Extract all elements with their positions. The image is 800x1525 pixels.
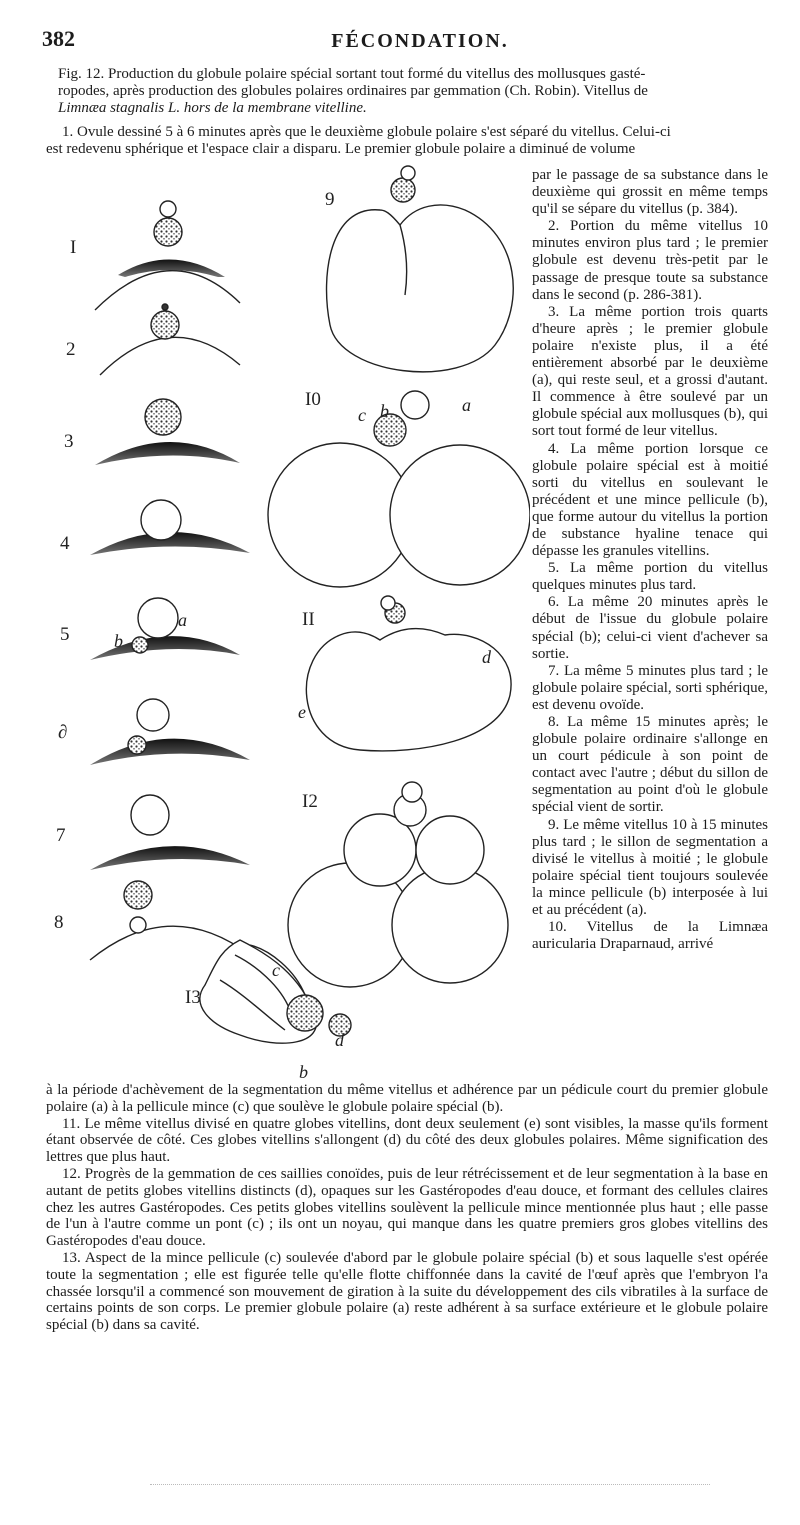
panel-label-13: I3	[185, 987, 201, 1008]
letter-b: b	[299, 1062, 308, 1082]
panel-label-1: I	[70, 237, 77, 258]
right-paragraph: 8. La même 15 minutes après; le globule polaire ordinaire s'allonge en un court pédicule à son point de contact avec l'autre ; début du sillon de segmentation au point d'où le globule spécial vient de sortir.	[532, 714, 768, 816]
panel-8-globule	[124, 881, 152, 909]
bottom-text	[46, 1082, 768, 1334]
page-number: 382	[42, 26, 75, 51]
right-paragraph: 7. La même 5 minutes plus tard ; le globule polaire spécial, sorti sphérique, est devenu ovoïde.	[532, 662, 768, 713]
panel-10-globe-right	[390, 445, 530, 585]
letter-c: c	[272, 960, 280, 980]
panel-label-8: 8	[54, 912, 64, 933]
right-paragraph: 5. La même portion du vitellus quelques minutes plus tard.	[532, 560, 768, 594]
panel-label-9: 9	[325, 189, 335, 210]
letter-d: d	[335, 1030, 344, 1050]
panel-label-7: 7	[56, 825, 66, 846]
figure-caption	[58, 66, 768, 117]
letter-d: d	[482, 647, 491, 667]
letter-a: a	[462, 395, 471, 415]
figure-illustration	[40, 165, 530, 1085]
running-title: FÉCONDATION.	[331, 30, 509, 52]
right-paragraph: par le passage de sa substance dans le deuxième qui grossit en même temps qu'il se sépare du vitellus (p. 384).	[532, 167, 768, 218]
panel-label-10: I0	[305, 389, 321, 410]
panel-label-6: ∂	[58, 722, 68, 743]
bottom-paragraph: 12. Progrès de la gemmation de ces saillies conoïdes, puis de leur rétrécissement et de leur segmentation à la base en autant de petits globes vitellins distincts (d), opaques sur les Gastéropodes d'eau douce, et formant des cellules claires chez les autres Gastéropodes. Ces petits globes vitellins soulèvent la pellicule mince mentionnée plus haut ; elle passe de l'un à l'autre comme un pont (c) ; ils ont un noyau, qui manque dans les quatre premiers gros globes vitellins des Gastéropodes d'eau douce.	[46, 1165, 768, 1250]
caption-line: ropodes, après production des globules polaires ordinaires par gemmation (Ch. Robin). Vitellus de	[58, 83, 648, 99]
right-paragraph: 6. La même 20 minutes après le début de l'issue du globule polaire spécial (b); celui-ci vient d'achever sa sortie.	[532, 594, 768, 662]
intro-paragraph	[46, 124, 768, 158]
figure-drawing	[40, 165, 530, 1085]
panel-label-3: 3	[64, 431, 74, 452]
right-paragraph: 3. La même portion trois quarts d'heure après ; le premier globule polaire n'existe plus, il a été entièrement absorbé par le deuxième (a), qui reste seul, et a grossi d'autant. Il commence à être soulevé par un globule spécial aux mollusques (b), qui sort tout formé de leur vitellus.	[532, 303, 768, 440]
letter-b: b	[380, 401, 389, 421]
bottom-paragraph: à la période d'achèvement de la segmentation du même vitellus et adhérence par un pédicule court du premier globule polaire (a) à la pellicule mince (c) que soulève le globule polaire spécial (b).	[46, 1082, 768, 1115]
right-paragraph: 9. Le même vitellus 10 à 15 minutes plus tard ; le sillon de segmentation a divisé le vitellus à moitié ; le globule polaire spécial tient toujours soulevée la mince pellicule (b) interposée à lui et au précédent (a).	[532, 816, 768, 919]
caption-label: Fig. 12.	[58, 66, 105, 82]
right-paragraph: 10. Vitellus de la Limnæa auricularia Draparnaud, arrivé	[532, 919, 768, 953]
caption-text: Production du globule polaire spécial sortant tout formé du vitellus des mollusques gasté-	[108, 66, 646, 82]
intro-line: est redevenu sphérique et l'espace clair a disparu. Le premier globule polaire a diminué de volume	[46, 141, 636, 157]
panel-label-4: 4	[60, 533, 70, 554]
panel-1-globule	[154, 218, 182, 246]
panel-5-globule	[138, 598, 178, 638]
letter-c: c	[358, 405, 366, 425]
bottom-paragraph: 13. Aspect de la mince pellicule (c) soulevée d'abord par le globule polaire spécial (b) et sous laquelle s'est opérée toute la segmentation ; elle est figurée telle qu'elle flotte chiffonnée dans la cavité de l'œuf après que l'embryon l'a chassée lorsqu'il a commencé son mouvement de giration à la suite du développement des cils vibratiles à la surface de certains points de son corps. Le premier globule polaire (a) reste adhérent à sa surface extérieure et le globule polaire spécial (b) dans sa cavité.	[46, 1249, 768, 1334]
panel-label-11: II	[302, 609, 315, 630]
letter-a: a	[178, 610, 187, 630]
bottom-paragraph: 11. Le même vitellus divisé en quatre globes vitellins, dont deux seulement (e) sont visibles, la masse qu'ils forment étant observée de côté. Ces globes vitellins s'allongent (d) du côté des deux globules polaires. Même signification des lettres que plus haut.	[46, 1115, 768, 1166]
panel-label-12: I2	[302, 791, 318, 812]
intro-line: 1. Ovule dessiné 5 à 6 minutes après que le deuxième globule polaire s'est séparé du vitellus. Celui-ci	[62, 124, 671, 140]
right-paragraph: 2. Portion du même vitellus 10 minutes environ plus tard ; le premier globule est devenu très-petit par le passage de presque toute sa substance dans le second (p. 286-381).	[532, 218, 768, 303]
panel-6-globule	[137, 699, 169, 731]
right-paragraph: 4. La même portion lorsque ce globule polaire spécial est à moitié sorti du vitellus en soulevant le précédent et une mince pellicule (b), que forme autour du vitellus la portion de substance hyaline tenace qui dépasse les granules vitellins.	[532, 440, 768, 560]
scan-artifact	[150, 1484, 710, 1487]
letter-e: e	[298, 702, 306, 722]
caption-line	[58, 66, 768, 83]
panel-label-5: 5	[60, 624, 70, 645]
caption-line: Limnæa stagnalis L. hors de la membrane vitelline.	[58, 100, 367, 116]
panel-11-vitellus	[306, 629, 511, 751]
panel-2-globule	[151, 311, 179, 339]
panel-2-arc	[100, 337, 240, 375]
panel-label-2: 2	[66, 339, 76, 360]
right-column-text	[532, 167, 768, 953]
panel-9-vitellus	[327, 205, 514, 372]
panel-3-globule	[145, 399, 181, 435]
letter-b: b	[114, 631, 123, 651]
panel-7-globule	[131, 795, 169, 835]
panel-4-globule	[141, 500, 181, 540]
